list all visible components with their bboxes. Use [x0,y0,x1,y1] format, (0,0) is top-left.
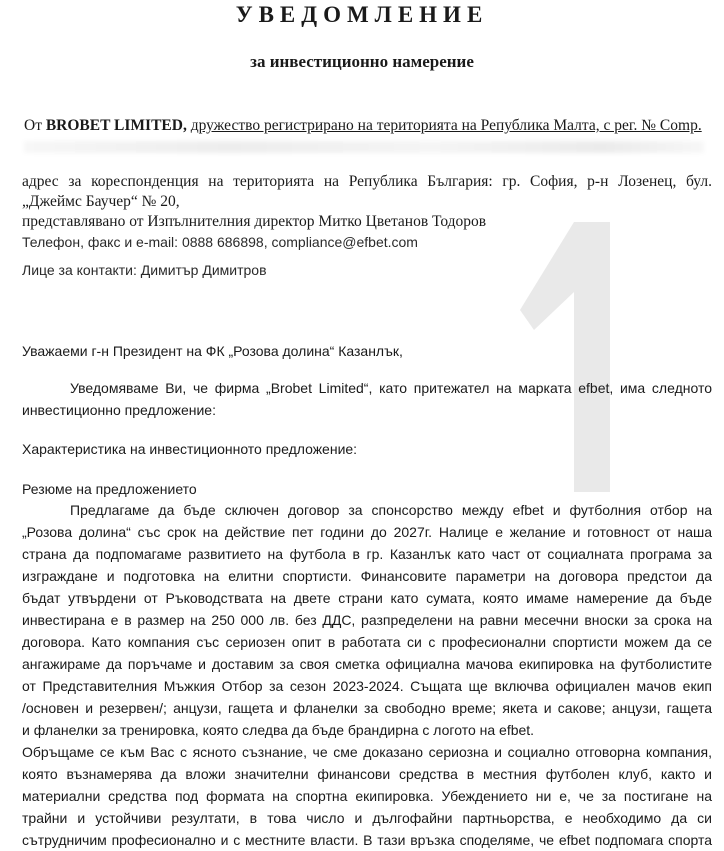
section-heading: Характеристика на инвестиционното предложение: [22,441,358,457]
summary-body [22,499,712,851]
body-line: Предлагаме да бъде сключен договор за спонсорство между efbet и футболния отбор на [70,502,712,518]
representative-line: представлявано от Изпълнителния директор Митко Цветанов Тодоров [22,213,487,230]
body-line: инвестирана е в размер на 250 000 лв. без ДДС, разпределени на равни месечни вноски за срока на [22,612,712,628]
body-line: сътрудничим професионално и с местните власти. В тази връзка споделяме, че efbet подпомага спорта [22,832,712,848]
sender-details: дружество регистрирано на територията на Република Малта, с рег. № Comp. [190,117,702,134]
intro-line-2: инвестиционно предложение: [22,402,216,418]
sender-prefix: От [24,117,42,134]
address-line-2: „Джеймс Баучер“ № 20, [22,193,180,210]
body-line: бъдат утвърдени от Ръководствата на двете страни като сумата, която имаме намерение да бъде [22,590,712,606]
body-line: и фланелки за тренировка, която следва да бъде брандирна с логото на efbet. [22,722,535,738]
body-line: „Розова долина“ със срок на действие пет години до 2027г. Налице е желание и готовност от наша [22,524,712,540]
address-line-1: адрес за кореспонденция на територията на Република България: гр. София, р-н Лозенец, бул. [22,173,712,190]
intro-paragraph [22,377,712,421]
sender-company: BROBET LIMITED [45,117,183,134]
body-line: която възнамерява да вложи значителни финансови средства в местния футболен клуб, както и [22,766,712,782]
intro-line-1: Уведомяваме Ви, че фирма „Brobet Limited“, като притежател на марката efbet, има следното [70,380,712,396]
body-line: от Представителния Мъжкия Отбор за сезон 2023-2024. Същата ще включва официален мачов екип [22,678,712,694]
sender-company-punct: , [182,117,187,134]
salutation: Уважаеми г-н Президент на ФК „Розова долина“ Казанлък, [22,343,403,359]
contact-phone-email: Телефон, факс и e-mail: 0888 686898, compliance@efbet.com [22,234,418,250]
body-line: материални средства под формата на спортна екипировка. Убеждението ни е, че за постигане на [22,788,712,804]
body-line: /основен и резервен/; анцузи, гащета и фланелки за свободно време; якета и сакове; анцузи, гащета [22,700,712,716]
body-line: изграждане и подготовка на елитни спортисти. Финансовите параметри на договора предстои да [22,568,712,584]
summary-title: Резюме на предложението [22,481,197,497]
scan-smudge [24,141,704,153]
page-subtitle: за инвестиционно намерение [250,52,474,71]
contact-person: Лице за контакти: Димитър Димитров [22,262,267,278]
body-line: Обръщаме се към Вас с ясното съзнание, че сме доказано сериозна и социално отговорна компания, [22,744,712,760]
body-line: трайни и устойчиви резултати, в това число и дългофайни партньорства, е необходимо да си [22,810,712,826]
watermark-number-one [512,222,642,492]
sender-line [24,117,710,135]
body-line: страна да подпомагаме развитието на футбола в гр. Казанлък като част от социалната програма за [22,546,712,562]
page-title: УВЕДОМЛЕНИЕ [235,2,489,27]
body-line: ангажираме да поръчаме и доставим за своя сметка официална мачова екипировка на футболистите [22,656,712,672]
body-line: договора. Като компания със сериозен опит в работата си с професионални спортисти можем да се [22,634,712,650]
sender-address-block [22,172,712,252]
